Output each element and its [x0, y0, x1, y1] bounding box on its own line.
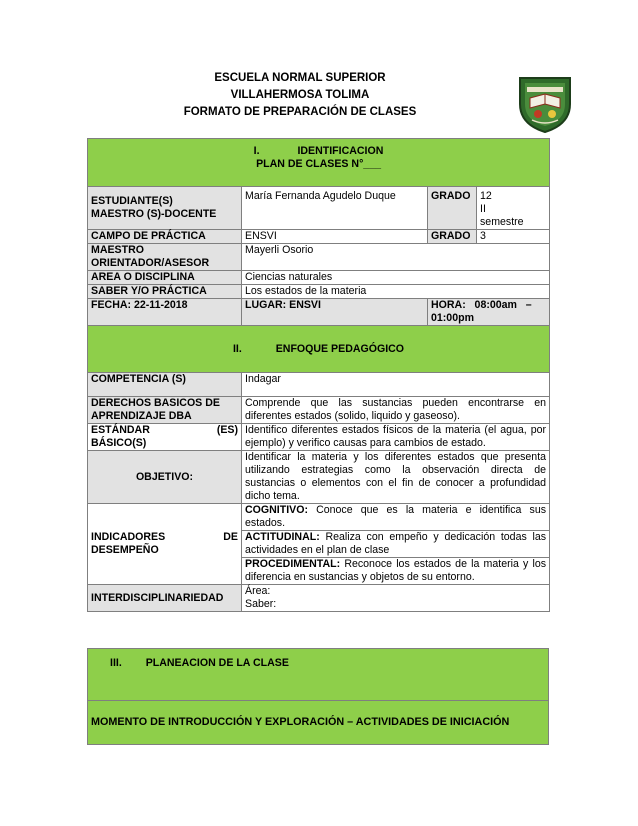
date-label: FECHA: 22-11-2018	[88, 299, 242, 326]
objective-value: Identificar la materia y los diferentes estados que presenta utilizando estrategias como la observación directa de sustancias o elementos con el fin de conocer a profundidad dicho tema.	[242, 451, 550, 504]
section-number: II.	[232, 342, 242, 355]
school-crest-icon	[516, 74, 574, 134]
interdisciplinary-area: Área:	[245, 585, 271, 597]
knowledge-label: SABER Y/O PRÁCTICA	[88, 285, 242, 299]
advisor-label-line1: MAESTRO	[91, 244, 144, 256]
grade-value-2: 3	[477, 230, 550, 244]
section-title: PLANEACION DE LA CLASE	[145, 657, 289, 669]
section-header-enfoque	[88, 326, 550, 373]
section-number: III.	[110, 657, 122, 669]
advisor-name: Mayerli Osorio	[242, 244, 550, 271]
teacher-label: MAESTRO (S)-DOCENTE	[91, 208, 217, 220]
procedural-value: Reconoce los estados de la materia y los diferencia en sustancias y objetos de su entorno.	[245, 558, 547, 583]
practice-label: CAMPO DE PRÁCTICA	[88, 230, 242, 244]
indicator-cognitive-row	[88, 504, 550, 531]
section-title: ENFOQUE PEDAGÓGICO	[275, 342, 405, 355]
grade-label: GRADO	[428, 187, 477, 230]
student-name: María Fernanda Agudelo Duque	[242, 187, 428, 230]
area-label: AREA O DISCIPLINA	[88, 271, 242, 285]
cognitive-label: COGNITIVO:	[245, 504, 308, 516]
standard-label-a: ESTÁNDAR	[91, 424, 150, 436]
student-label: ESTUDIANTE(S)	[91, 195, 173, 207]
section-header-identificacion	[88, 139, 550, 187]
identification-table	[87, 138, 550, 612]
section-number: I.	[253, 144, 260, 157]
knowledge-row	[88, 285, 550, 299]
dba-label-line1: DERECHOS BASICOS DE	[91, 397, 220, 409]
interdisciplinary-row	[88, 585, 550, 612]
cognitive-value: Conoce que es la materia e identifica sus estados.	[245, 504, 547, 529]
time-line2: 01:00pm	[431, 312, 474, 324]
standard-value: Identifico diferentes estados físicos de la materia (el agua, por ejemplo) y verifico causas para cambios de estado.	[242, 424, 550, 451]
standard-row	[88, 424, 550, 451]
document-header	[150, 70, 450, 121]
attitudinal-value: Realiza con empeño y dedicación todas las actividades en el plan de clase	[245, 531, 547, 556]
standard-label-b: (ES)	[216, 424, 238, 436]
interdisciplinary-label: INTERDISCIPLINARIEDAD	[88, 585, 242, 612]
standard-label-line2: BÁSICO(S)	[91, 437, 147, 449]
dba-row	[88, 397, 550, 424]
objective-row	[88, 451, 550, 504]
grade-value: 12	[480, 190, 492, 202]
student-row	[88, 187, 550, 230]
section-title: IDENTIFICACION	[297, 144, 384, 157]
school-location: VILLAHERMOSA TOLIMA	[230, 89, 370, 101]
indicators-label-line2: DESEMPEÑO	[91, 544, 159, 556]
planning-table	[87, 648, 549, 745]
advisor-label-line2: ORIENTADOR/ASESOR	[91, 257, 210, 269]
competence-value: Indagar	[242, 373, 550, 397]
competence-label: COMPETENCIA (S)	[88, 373, 242, 397]
place-label: LUGAR: ENSVI	[242, 299, 428, 326]
attitudinal-label: ACTITUDINAL:	[245, 531, 320, 543]
competence-row	[88, 373, 550, 397]
interdisciplinary-knowledge: Saber:	[245, 598, 277, 610]
knowledge-value: Los estados de la materia	[242, 285, 550, 299]
area-row	[88, 271, 550, 285]
time-line1: HORA: 08:00am –	[431, 299, 532, 311]
objective-label: OBJETIVO:	[88, 451, 242, 504]
dba-label-line2: APRENDIZAJE DBA	[91, 410, 192, 422]
indicators-label-a: INDICADORES	[91, 531, 166, 543]
section-header-planeacion	[88, 649, 549, 701]
semester-number: II	[480, 203, 486, 215]
plan-number: PLAN DE CLASES N°___	[256, 157, 381, 170]
indicators-label-b: DE	[223, 531, 238, 543]
moment-title: MOMENTO DE INTRODUCCIÓN Y EXPLORACIÓN – ACTIVIDADES DE INICIACIÓN	[88, 701, 549, 745]
school-name: ESCUELA NORMAL SUPERIOR	[214, 72, 386, 84]
practice-row	[88, 230, 550, 244]
practice-value: ENSVI	[242, 230, 428, 244]
procedural-label: PROCEDIMENTAL:	[245, 558, 341, 570]
moment-header	[88, 701, 549, 745]
document-title: FORMATO DE PREPARACIÓN DE CLASES	[183, 106, 417, 118]
date-row	[88, 299, 550, 326]
dba-value: Comprende que las sustancias pueden encontrarse en diferentes estados (solido, liquido y gaseoso).	[242, 397, 550, 424]
semester-label: semestre	[480, 216, 524, 228]
advisor-row	[88, 244, 550, 271]
area-value: Ciencias naturales	[242, 271, 550, 285]
grade-label-2: GRADO	[428, 230, 477, 244]
